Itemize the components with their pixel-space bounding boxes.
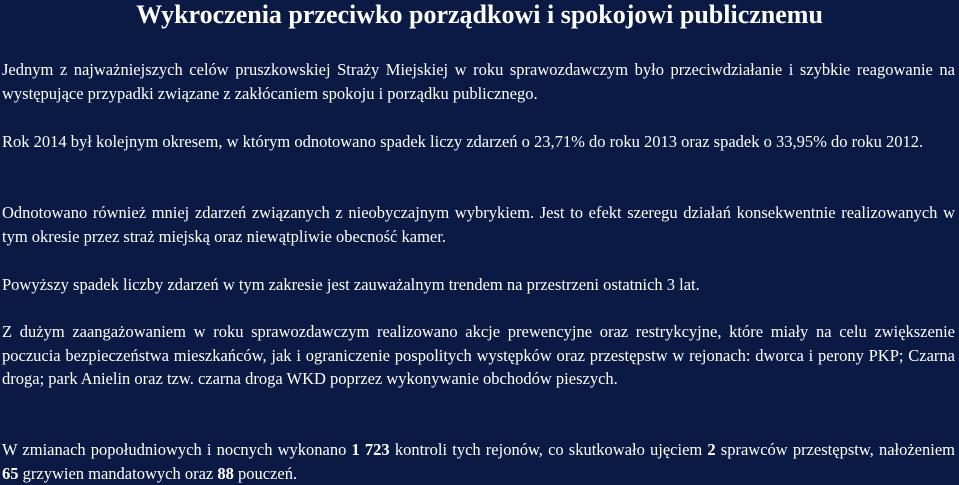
summary-text-2: kontroli tych rejonów, co skutkowało ujęciem: [389, 440, 708, 459]
summary-text-1: W zmianach popołudniowych i nocnych wykonano: [2, 440, 352, 459]
paragraph-controls-summary: [2, 438, 955, 485]
summary-text-3: sprawców przestępstw, nałożeniem: [715, 440, 955, 459]
slide-title: Wykroczenia przeciwko porządkowi i spokojowi publicznemu: [136, 0, 823, 29]
fines-count: 65: [2, 463, 19, 483]
controls-count: 1 723: [351, 440, 390, 459]
arrests-count: 2: [707, 440, 716, 459]
instructions-count: 88: [217, 463, 234, 483]
paragraph-goals: Jednym z najważniejszych celów pruszkowskiej Straży Miejskiej w roku sprawozdawczym było przeciwdziałanie i szybkie reagowanie na występujące przypadki związane z zakłócaniem spokoju i porządku publicznego.: [2, 60, 955, 103]
paragraph-decrease-stats: Rok 2014 był kolejnym okresem, w którym odnotowano spadek liczy zdarzeń o 23,71% do roku 2013 oraz spadek o 33,95% do roku 2012.: [2, 132, 924, 151]
paragraph-preventive-actions: Z dużym zaangażowaniem w roku sprawozdawczym realizowano akcje prewencyjne oraz restrykcyjne, które miały na celu zwiększenie poczucia bezpieczeństwa mieszkańców, jak i ograniczenie pospolitych występków oraz przestępstw w rejonach: dworca i perony PKP; Czarna droga; park Anielin oraz tzw. czarna droga WKD poprzez wykonywanie obchodów pieszych.: [2, 322, 955, 388]
paragraph-indecent-behavior: Odnotowano również mniej zdarzeń związanych z nieobyczajnym wybrykiem. Jest to efekt szeregu działań konsekwentnie realizowanych w tym okresie przez straż miejską oraz niewątpliwie obecność kamer.: [2, 203, 955, 246]
summary-text-4: grzywien mandatowych oraz: [18, 463, 218, 483]
paragraph-trend: Powyższy spadek liczby zdarzeń w tym zakresie jest zauważalnym trendem na przestrzeni ostatnich 3 lat.: [2, 275, 700, 294]
summary-text-5: pouczeń.: [233, 463, 298, 483]
